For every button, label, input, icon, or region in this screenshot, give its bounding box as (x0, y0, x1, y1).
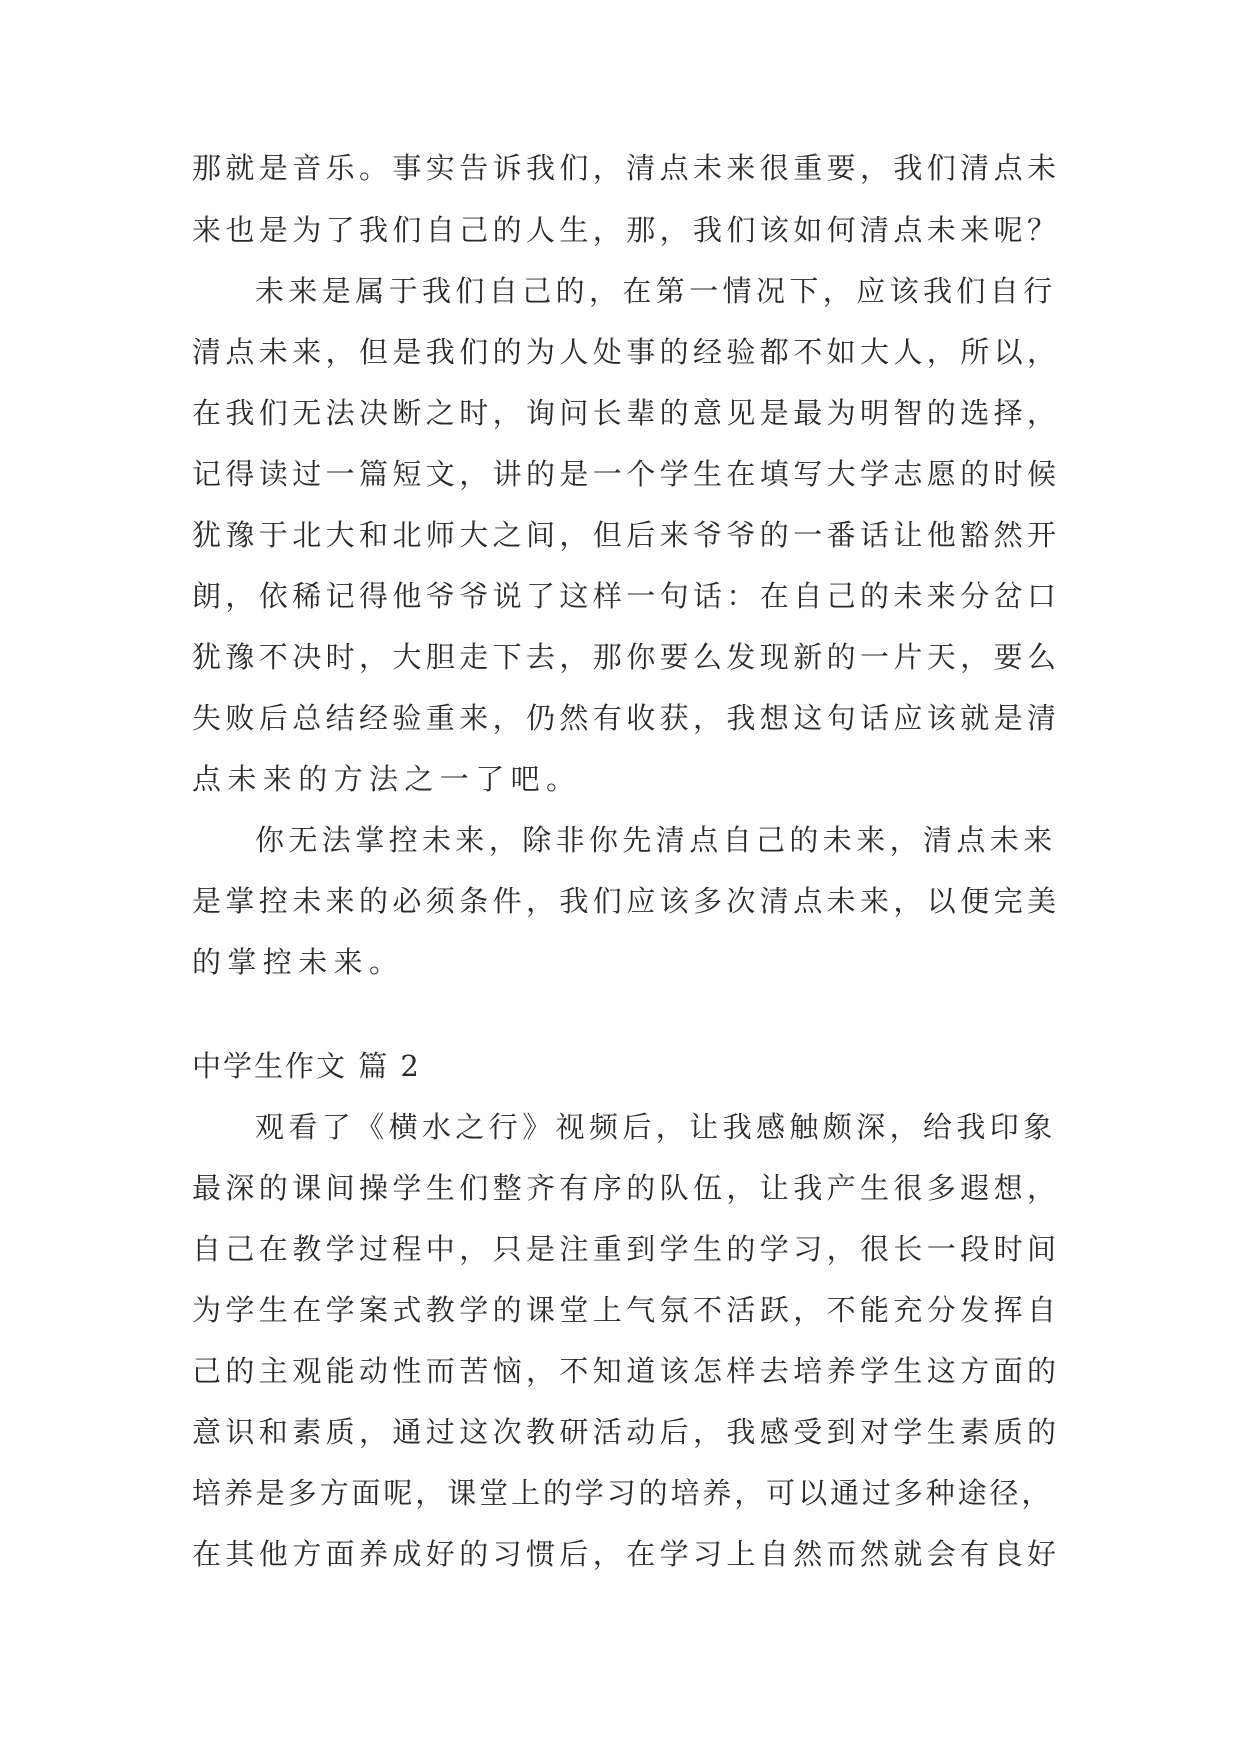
paragraph-line: 犹豫于北大和北师大之间，但后来爷爷的一番话让他豁然开 (192, 518, 1061, 552)
paragraph-first-line: 观看了《横水之行》视频后，让我感触颇深，给我印象 (255, 1110, 1057, 1144)
paragraph-line: 来也是为了我们自己的人生，那，我们该如何清点未来呢？ (192, 213, 1061, 247)
paragraph-line: 那就是音乐。事实告诉我们，清点未来很重要，我们清点未 (192, 151, 1061, 185)
paragraph-line: 为学生在学案式教学的课堂上气氛不活跃，不能充分发挥自 (192, 1293, 1061, 1327)
section-heading: 中学生作文 篇 2 (192, 1049, 421, 1083)
paragraph-line: 己的主观能动性而苦恼，不知道该怎样去培养学生这方面的 (192, 1354, 1061, 1388)
paragraph-line: 记得读过一篇短文，讲的是一个学生在填写大学志愿的时候 (192, 457, 1061, 491)
paragraph-line: 培养是多方面呢，课堂上的学习的培养，可以通过多种途径， (192, 1476, 1054, 1510)
paragraph-line: 自己在教学过程中，只是注重到学生的学习，很长一段时间 (192, 1232, 1061, 1266)
paragraph-line: 犹豫不决时，大胆走下去，那你要么发现新的一片天，要么 (192, 640, 1061, 674)
paragraph-line: 最深的课间操学生们整齐有序的队伍，让我产生很多遐想， (192, 1171, 1061, 1205)
paragraph-first-line: 你无法掌控未来，除非你先清点自己的未来，清点未来 (255, 823, 1057, 857)
paragraph-line: 朗，依稀记得他爷爷说了这样一句话：在自己的未来分岔口 (192, 579, 1061, 613)
paragraph-line: 失败后总结经验重来，仍然有收获，我想这句话应该就是清 (192, 701, 1061, 735)
paragraph-line: 意识和素质，通过这次教研活动后，我感受到对学生素质的 (192, 1415, 1061, 1449)
paragraph-line: 在我们无法决断之时，询问长辈的意见是最为明智的选择， (192, 396, 1061, 430)
paragraph-line: 点未来的方法之一了吧。 (192, 762, 582, 796)
paragraph-line: 是掌控未来的必须条件，我们应该多次清点未来，以便完美 (192, 884, 1061, 918)
paragraph-line: 清点未来，但是我们的为人处事的经验都不如大人，所以， (192, 335, 1061, 369)
paragraph-line: 的掌控未来。 (192, 945, 405, 979)
paragraph-line: 在其他方面养成好的习惯后，在学习上自然而然就会有良好 (192, 1537, 1061, 1571)
paragraph-first-line: 未来是属于我们自己的，在第一情况下，应该我们自行 (255, 274, 1057, 308)
